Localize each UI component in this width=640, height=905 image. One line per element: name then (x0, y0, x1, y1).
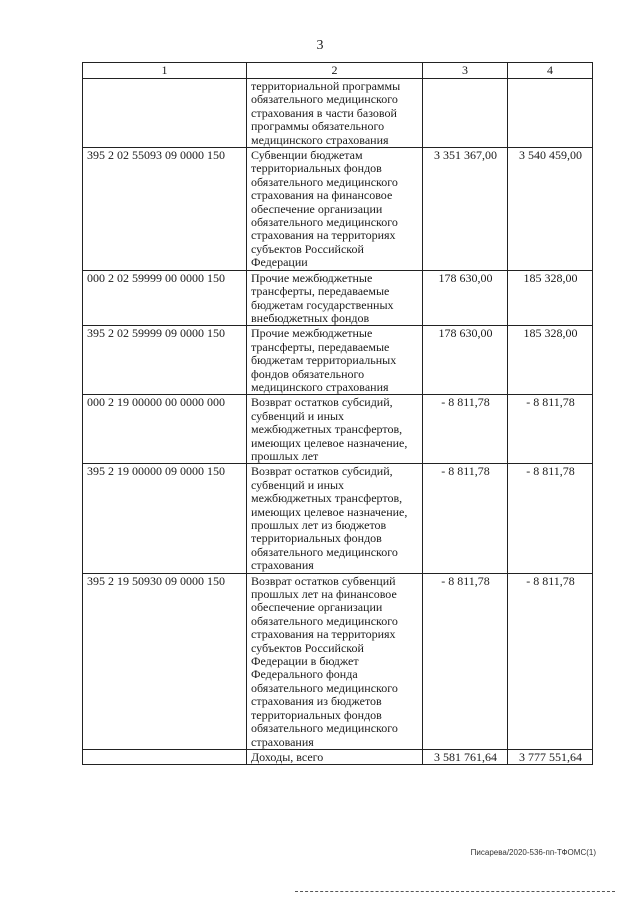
document-reference: Писарева/2020-536-пп-ТФОМС(1) (470, 848, 596, 857)
row-code: 395 2 19 00000 09 0000 150 (83, 464, 247, 573)
column-header-1: 1 (83, 63, 247, 79)
row-name: Прочие межбюджетные трансферты, передаваемые бюджетам территориальных фондов обязательного медицинского страхования (247, 326, 423, 395)
row-amount-col4: 185 328,00 (508, 270, 593, 326)
column-header-3: 3 (423, 63, 508, 79)
table-row (83, 270, 593, 326)
row-name: Возврат остатков субсидий, субвенций и иных межбюджетных трансфертов, имеющих целевое назначение, прошлых лет (247, 395, 423, 464)
table-row (83, 326, 593, 395)
table-row (83, 148, 593, 271)
column-header-2: 2 (247, 63, 423, 79)
table-row (83, 395, 593, 464)
row-name: Возврат остатков субсидий, субвенций и иных межбюджетных трансфертов, имеющих целевое назначение, прошлых лет из бюджетов территориальных фондов обязательного медицинского страхования (247, 464, 423, 573)
row-amount-col3: 178 630,00 (423, 326, 508, 395)
row-code: 395 2 02 59999 09 0000 150 (83, 326, 247, 395)
page-number: 3 (316, 38, 324, 53)
row-name: территориальной программы обязательного медицинского страхования в части базовой программы обязательного медицинского страхования (247, 79, 423, 148)
row-amount-col4 (508, 79, 593, 148)
table-row (83, 79, 593, 148)
table-row (83, 464, 593, 573)
table-header-row (83, 63, 593, 79)
row-amount-col4: 185 328,00 (508, 326, 593, 395)
row-name: Возврат остатков субвенций прошлых лет на финансовое обеспечение организации обязательного медицинского страхования на территориях субъектов Российской Федерации в бюджет Федерального фонда обязательного медицинского страхования из бюджетов территориальных фондов обязательного медицинского страхования (247, 573, 423, 749)
table-row (83, 573, 593, 749)
row-amount-col3: - 8 811,78 (423, 464, 508, 573)
total-amount-col4: 3 777 551,64 (508, 749, 593, 764)
row-amount-col3: - 8 811,78 (423, 573, 508, 749)
row-code: 000 2 19 00000 00 0000 000 (83, 395, 247, 464)
total-row (83, 749, 593, 764)
row-amount-col4: 3 540 459,00 (508, 148, 593, 271)
footer-divider (295, 891, 615, 892)
row-code: 000 2 02 59999 00 0000 150 (83, 270, 247, 326)
row-amount-col3: 3 351 367,00 (423, 148, 508, 271)
row-amount-col3 (423, 79, 508, 148)
row-amount-col4: - 8 811,78 (508, 464, 593, 573)
row-code (83, 79, 247, 148)
total-code (83, 749, 247, 764)
row-amount-col3: 178 630,00 (423, 270, 508, 326)
row-amount-col3: - 8 811,78 (423, 395, 508, 464)
total-amount-col3: 3 581 761,64 (423, 749, 508, 764)
row-amount-col4: - 8 811,78 (508, 573, 593, 749)
row-name: Прочие межбюджетные трансферты, передаваемые бюджетам государственных внебюджетных фондов (247, 270, 423, 326)
row-code: 395 2 02 55093 09 0000 150 (83, 148, 247, 271)
budget-table (82, 62, 593, 765)
column-header-4: 4 (508, 63, 593, 79)
row-code: 395 2 19 50930 09 0000 150 (83, 573, 247, 749)
total-label: Доходы, всего (247, 749, 423, 764)
row-amount-col4: - 8 811,78 (508, 395, 593, 464)
row-name: Субвенции бюджетам территориальных фондов обязательного медицинского страхования на финансовое обеспечение организации обязательного медицинского страхования на территориях субъектов Российской Федерации (247, 148, 423, 271)
